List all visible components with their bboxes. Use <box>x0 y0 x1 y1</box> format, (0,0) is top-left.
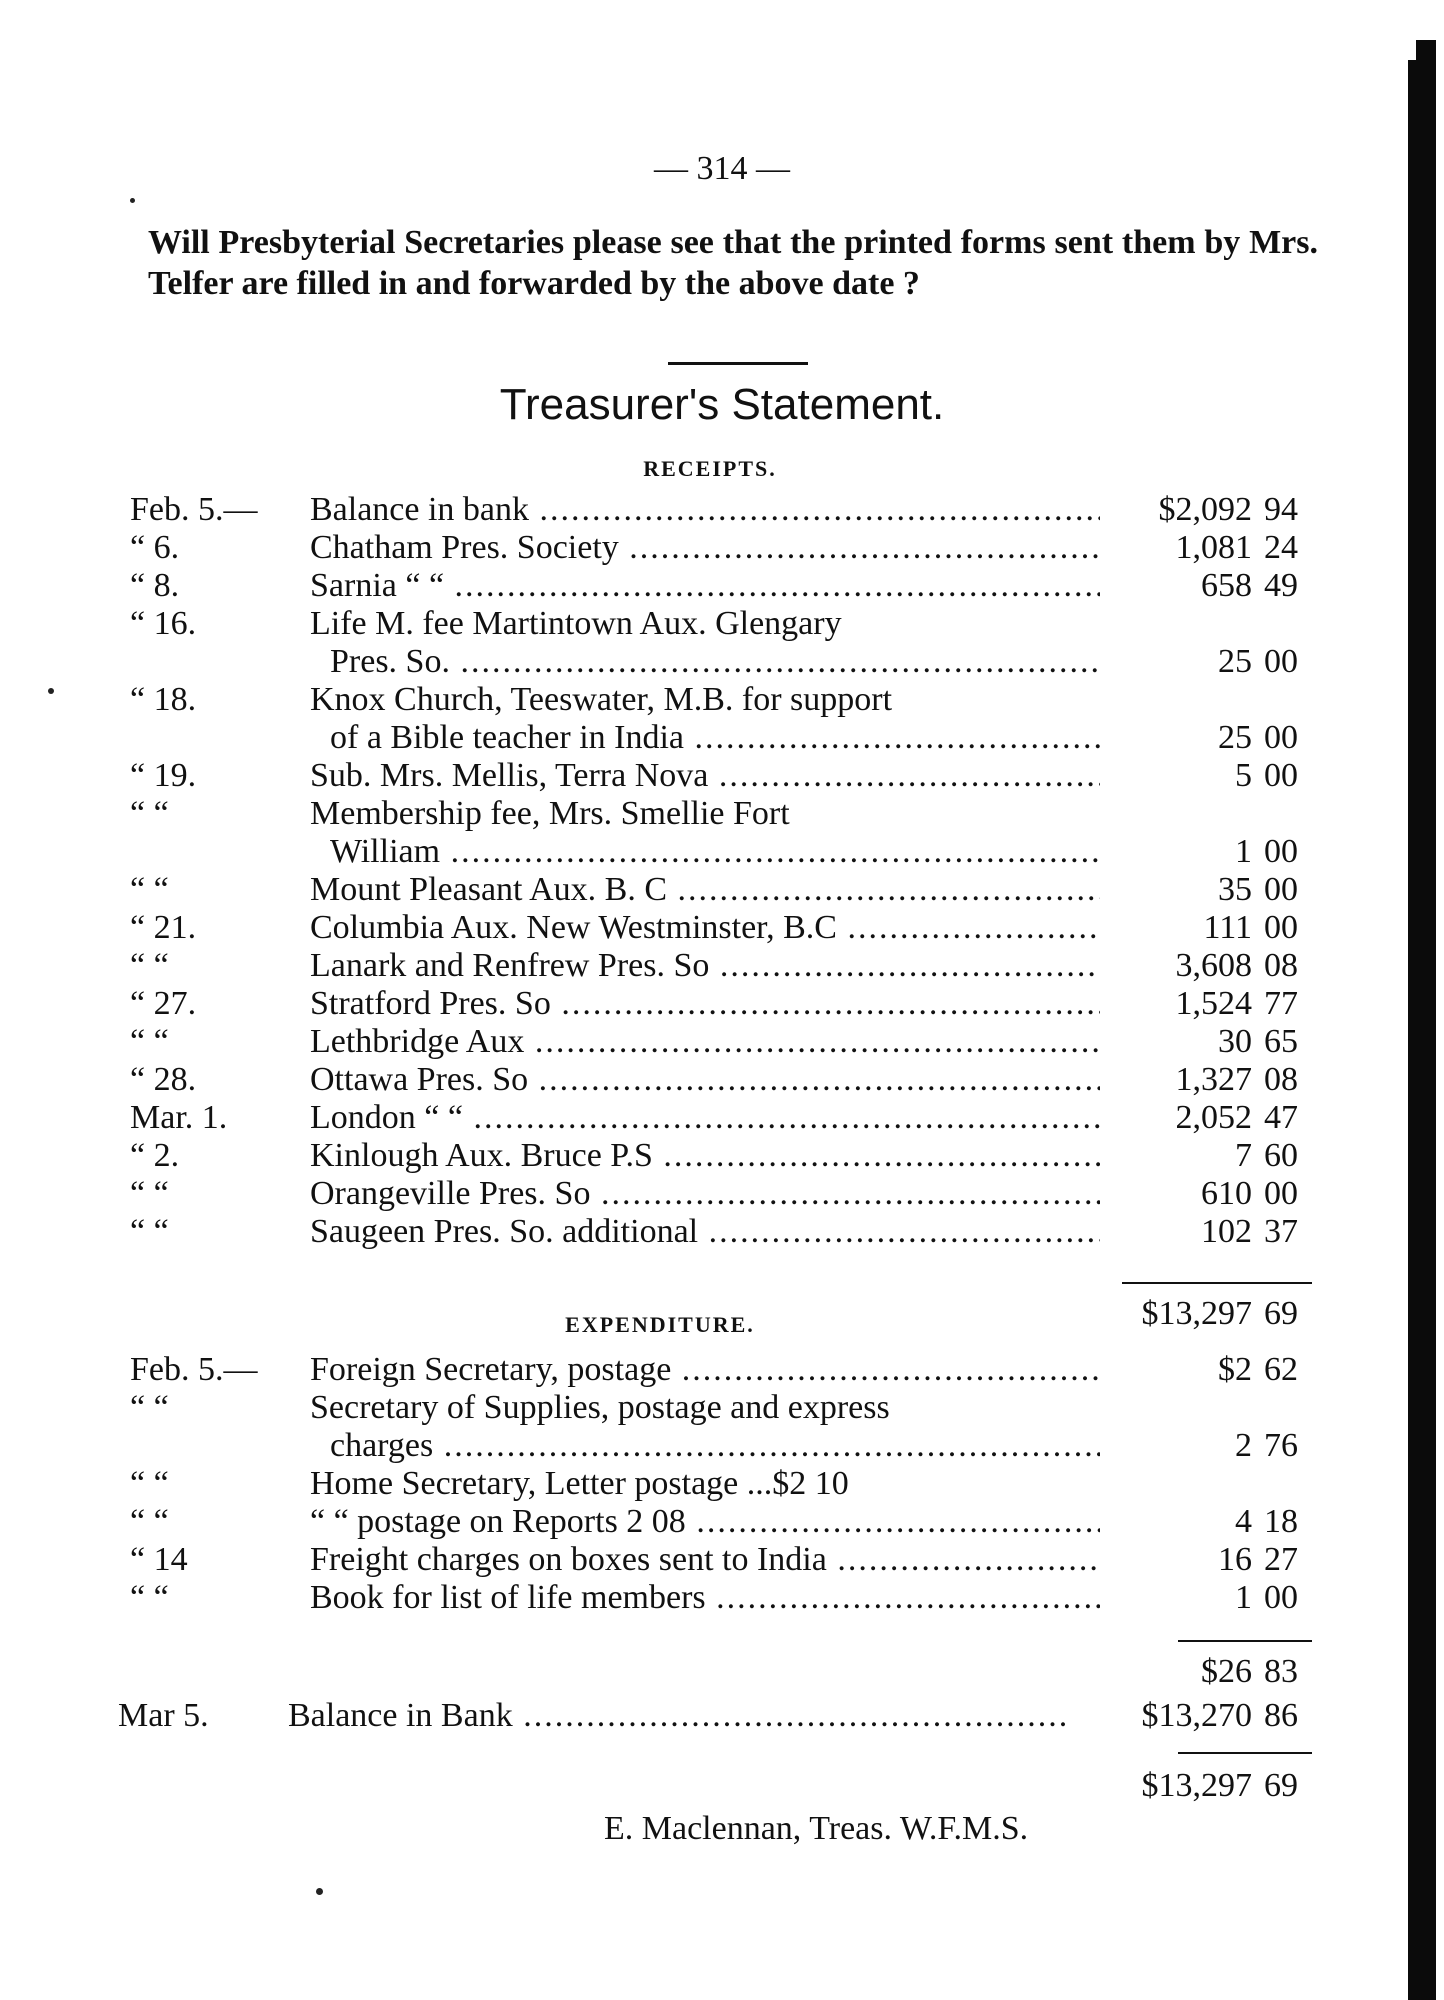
receipt-amount-cents: 00 <box>1264 643 1298 680</box>
receipt-description: Lethbridge Aux ..... <box>310 1022 1100 1062</box>
receipt-date: “ 18. <box>130 681 197 718</box>
receipt-row <box>0 984 1444 1024</box>
receipt-date: “ 16. <box>130 605 197 642</box>
receipt-amount-dollars: 30 <box>1218 1023 1252 1060</box>
expenditure-amount-dollars: 2 <box>1235 1427 1252 1464</box>
receipt-description: Balance in bank ..... <box>310 490 1100 530</box>
receipt-date: Mar. 1. <box>130 1099 228 1136</box>
receipt-description: Orangeville Pres. So ..... <box>310 1174 1100 1214</box>
receipt-row <box>0 1060 1444 1100</box>
expenditure-amount <box>1000 1426 1298 1466</box>
receipt-row <box>0 908 1444 948</box>
expenditure-amount <box>1000 1540 1298 1580</box>
expenditure-amount-cents: 62 <box>1264 1351 1298 1388</box>
receipt-row <box>0 680 1444 720</box>
receipt-amount-cents: 24 <box>1264 529 1298 566</box>
receipt-amount-dollars: 1 <box>1235 833 1252 870</box>
receipt-description: Lanark and Renfrew Pres. So ..... <box>310 946 1100 986</box>
receipt-date: “ 19. <box>130 757 197 794</box>
expenditure-row <box>0 1350 1444 1390</box>
receipt-description: Chatham Pres. Society ..... <box>310 528 1100 568</box>
receipt-amount <box>1000 984 1298 1024</box>
expenditure-description: “ “ postage on Reports 2 08 ..... <box>310 1502 1100 1542</box>
expenditure-date: “ “ <box>130 1503 169 1540</box>
receipt-description: Stratford Pres. So ..... <box>310 984 1100 1024</box>
receipt-amount-dollars: 102 <box>1201 1213 1252 1250</box>
receipt-amount-dollars: 35 <box>1218 871 1252 908</box>
expenditure-total-rule <box>1178 1640 1312 1642</box>
receipt-description: Sub. Mrs. Mellis, Terra Nova ..... <box>310 756 1100 796</box>
receipt-amount-cents: 37 <box>1264 1213 1298 1250</box>
expenditure-date: “ 14 <box>130 1541 188 1578</box>
receipt-amount <box>1000 528 1298 568</box>
receipt-amount-dollars: 25 <box>1218 643 1252 680</box>
expenditure-description-continued: charges ..... <box>330 1426 1100 1466</box>
title-rule <box>668 362 808 365</box>
receipt-amount-dollars: 1,524 <box>1175 985 1252 1022</box>
expenditure-total <box>0 1652 1444 1692</box>
expenditure-description: Foreign Secretary, postage ..... <box>310 1350 1100 1390</box>
receipt-amount-dollars: 25 <box>1218 719 1252 756</box>
receipt-amount <box>1000 1136 1298 1176</box>
receipt-amount-dollars: 1,327 <box>1175 1061 1252 1098</box>
receipt-amount <box>1000 1022 1298 1062</box>
expenditure-description: Book for list of life members ..... <box>310 1578 1100 1618</box>
receipts-total-rule <box>1122 1282 1312 1284</box>
receipt-amount-cents: 00 <box>1264 719 1298 756</box>
receipt-amount-dollars: 610 <box>1201 1175 1252 1212</box>
receipt-amount <box>1000 1060 1298 1100</box>
expenditure-amount <box>1000 1350 1298 1390</box>
receipt-description: Mount Pleasant Aux. B. C ..... <box>310 870 1100 910</box>
receipt-amount <box>1000 1212 1298 1252</box>
receipt-date: “ 27. <box>130 985 197 1022</box>
page-number: — 314 — <box>654 150 790 187</box>
receipt-row <box>0 1174 1444 1214</box>
receipt-amount-cents: 00 <box>1264 871 1298 908</box>
receipt-amount <box>1000 718 1298 758</box>
receipt-amount <box>1000 1098 1298 1138</box>
receipt-date: “ “ <box>130 795 169 832</box>
intro-paragraph: Will Presbyterial Secretaries please see that the printed forms sent them by Mrs. Telfer are filled in and forwarded by the above date ? <box>148 224 1318 302</box>
receipt-description: Life M. fee Martintown Aux. Glengary <box>310 605 842 642</box>
receipt-amount-dollars: 5 <box>1235 757 1252 794</box>
receipt-amount <box>1000 870 1298 910</box>
receipt-row <box>0 1136 1444 1176</box>
receipt-amount-cents: 49 <box>1264 567 1298 604</box>
expenditure-amount <box>1000 1502 1298 1542</box>
receipt-amount <box>1000 1174 1298 1214</box>
receipt-amount-dollars: 7 <box>1235 1137 1252 1174</box>
balance-description: Balance in Bank ..... <box>288 1696 1068 1736</box>
receipt-amount-dollars: 3,608 <box>1175 947 1252 984</box>
receipt-amount-cents: 77 <box>1264 985 1298 1022</box>
receipt-description-continued: of a Bible teacher in India ..... <box>330 718 1100 758</box>
receipt-row-continued <box>0 832 1444 872</box>
receipt-row <box>0 566 1444 606</box>
receipt-amount <box>1000 946 1298 986</box>
receipt-description: London “ “ ..... <box>310 1098 1100 1138</box>
balance-line <box>0 1696 1444 1736</box>
balance-dollars: $13,270 <box>1141 1697 1252 1734</box>
receipt-description: Sarnia “ “ ..... <box>310 566 1100 606</box>
receipt-amount-cents: 00 <box>1264 909 1298 946</box>
receipt-date: “ “ <box>130 947 169 984</box>
receipt-row <box>0 528 1444 568</box>
receipt-row <box>0 1098 1444 1138</box>
expenditure-amount <box>1000 1578 1298 1618</box>
receipt-amount <box>1000 756 1298 796</box>
expenditure-amount-cents: 27 <box>1264 1541 1298 1578</box>
receipt-date: “ 28. <box>130 1061 197 1098</box>
expenditure-date: “ “ <box>130 1465 169 1502</box>
receipt-amount-dollars: 658 <box>1201 567 1252 604</box>
receipt-amount-cents: 08 <box>1264 1061 1298 1098</box>
receipt-amount-cents: 00 <box>1264 833 1298 870</box>
receipt-amount-cents: 65 <box>1264 1023 1298 1060</box>
grand-total-rule <box>1178 1752 1312 1754</box>
receipt-amount-dollars: $2,092 <box>1158 491 1252 528</box>
receipt-amount-cents: 47 <box>1264 1099 1298 1136</box>
receipt-amount <box>1000 908 1298 948</box>
receipt-date: Feb. 5.— <box>130 491 258 528</box>
receipt-amount-dollars: 111 <box>1203 909 1252 946</box>
receipt-row <box>0 604 1444 644</box>
receipt-date: “ “ <box>130 871 169 908</box>
receipt-amount-cents: 00 <box>1264 757 1298 794</box>
receipt-date: “ 2. <box>130 1137 180 1174</box>
receipt-amount-dollars: 2,052 <box>1175 1099 1252 1136</box>
treasurer-signature: E. Maclennan, Treas. W.F.M.S. <box>604 1810 1029 1847</box>
receipt-description: Saugeen Pres. So. additional ..... <box>310 1212 1100 1252</box>
receipts-heading: RECEIPTS. <box>643 456 777 481</box>
receipt-amount-cents: 60 <box>1264 1137 1298 1174</box>
receipts-total-dollars: $13,297 <box>1141 1295 1252 1332</box>
receipt-amount <box>1000 566 1298 606</box>
receipt-row <box>0 946 1444 986</box>
receipt-date: “ 8. <box>130 567 180 604</box>
receipts-total-cents: 69 <box>1264 1295 1298 1332</box>
receipt-row <box>0 1022 1444 1062</box>
expenditure-amount-cents: 18 <box>1264 1503 1298 1540</box>
receipt-amount-cents: 94 <box>1264 491 1298 528</box>
receipt-date: “ “ <box>130 1175 169 1212</box>
expenditure-heading: EXPENDITURE. <box>565 1312 755 1337</box>
expenditure-row <box>0 1464 1444 1504</box>
receipt-row <box>0 490 1444 530</box>
balance-date: Mar 5. <box>118 1697 209 1734</box>
receipt-row-continued <box>0 718 1444 758</box>
expenditure-amount-cents: 76 <box>1264 1427 1298 1464</box>
expenditure-total-cents: 83 <box>1264 1653 1298 1690</box>
grand-total-dollars: $13,297 <box>1141 1767 1252 1804</box>
receipt-date: “ 21. <box>130 909 197 946</box>
scan-speck <box>316 1888 323 1895</box>
expenditure-amount-cents: 00 <box>1264 1579 1298 1616</box>
expenditure-row <box>0 1502 1444 1542</box>
expenditure-amount-dollars: 16 <box>1218 1541 1252 1578</box>
receipt-amount-cents: 00 <box>1264 1175 1298 1212</box>
grand-total-cents: 69 <box>1264 1767 1298 1804</box>
receipt-description-continued: William ..... <box>330 832 1100 872</box>
expenditure-description: Secretary of Supplies, postage and express <box>310 1389 890 1426</box>
expenditure-description: Home Secretary, Letter postage ...$2 10 <box>310 1465 849 1502</box>
expenditure-description: Freight charges on boxes sent to India ..... <box>310 1540 1100 1580</box>
receipt-row <box>0 870 1444 910</box>
receipt-amount <box>1000 490 1298 530</box>
statement-title: Treasurer's Statement. <box>499 380 945 429</box>
receipt-description: Knox Church, Teeswater, M.B. for support <box>310 681 893 718</box>
expenditure-amount-dollars: 4 <box>1235 1503 1252 1540</box>
receipt-amount <box>1000 642 1298 682</box>
receipt-amount <box>1000 832 1298 872</box>
expenditure-row <box>0 1578 1444 1618</box>
receipt-date: “ 6. <box>130 529 180 566</box>
expenditure-date: Feb. 5.— <box>130 1351 258 1388</box>
expenditure-row <box>0 1388 1444 1428</box>
balance-cents: 86 <box>1264 1697 1298 1734</box>
receipt-row-continued <box>0 642 1444 682</box>
expenditure-row <box>0 1540 1444 1580</box>
expenditure-date: “ “ <box>130 1579 169 1616</box>
expenditure-date: “ “ <box>130 1389 169 1426</box>
receipt-row <box>0 794 1444 834</box>
receipt-date: “ “ <box>130 1023 169 1060</box>
expenditure-row-continued <box>0 1426 1444 1466</box>
scan-speck <box>130 198 135 203</box>
receipt-description: Membership fee, Mrs. Smellie Fort <box>310 795 790 832</box>
receipt-description: Ottawa Pres. So ..... <box>310 1060 1100 1100</box>
receipt-row <box>0 1212 1444 1252</box>
receipt-description: Columbia Aux. New Westminster, B.C ..... <box>310 908 1100 948</box>
receipt-amount-cents: 08 <box>1264 947 1298 984</box>
receipt-description: Kinlough Aux. Bruce P.S ..... <box>310 1136 1100 1176</box>
receipt-date: “ “ <box>130 1213 169 1250</box>
grand-total <box>0 1766 1444 1806</box>
expenditure-amount-dollars: 1 <box>1235 1579 1252 1616</box>
expenditure-total-dollars: $26 <box>1201 1653 1252 1690</box>
receipt-amount-dollars: 1,081 <box>1175 529 1252 566</box>
expenditure-amount-dollars: $2 <box>1218 1351 1252 1388</box>
receipt-row <box>0 756 1444 796</box>
receipt-description-continued: Pres. So. ..... <box>330 642 1100 682</box>
